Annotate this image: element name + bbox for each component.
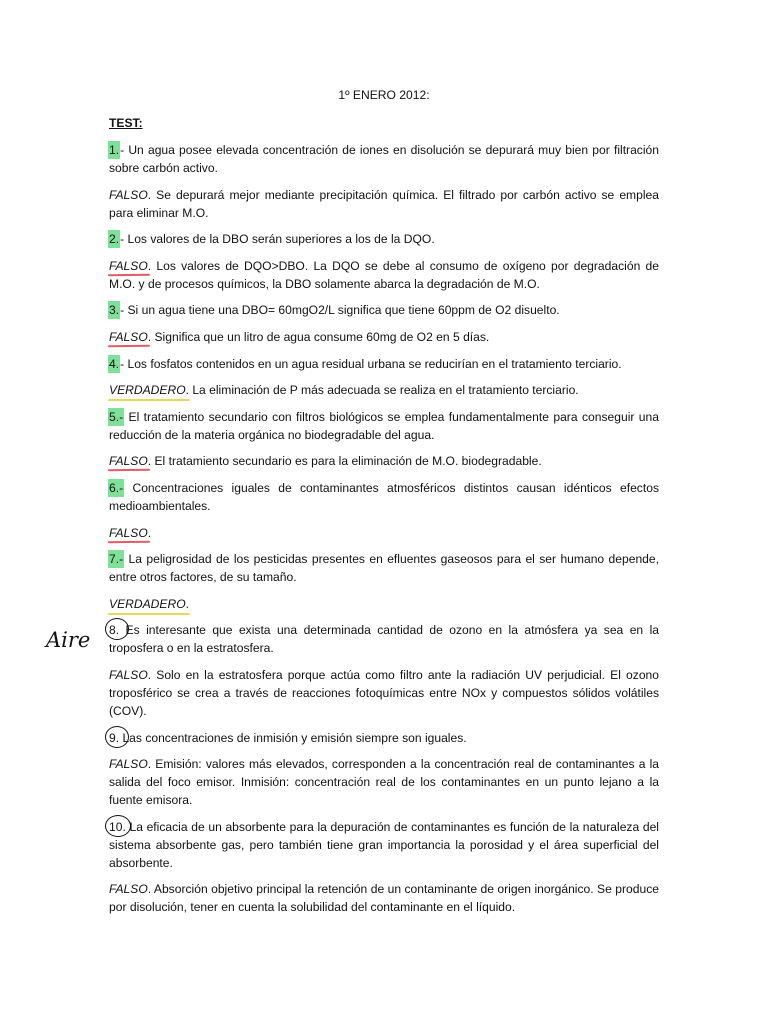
verdict-label: FALSO (109, 258, 148, 273)
handwritten-margin-note: Aire (46, 628, 91, 652)
question-number: 4. (109, 356, 120, 371)
answer-text: . Emisión: valores más elevados, corresponden a la concentración real de contaminantes a la salida del foco emisor. Inmisión: concentración real de los contaminantes en un punto lejano a la fuente emisora. (109, 757, 659, 808)
question-1 (109, 141, 659, 177)
answer-text: . El tratamiento secundario es para la eliminación de M.O. biodegradable. (147, 454, 542, 469)
question-number: 3. (109, 303, 120, 318)
question-9 (109, 729, 659, 747)
question-4 (109, 355, 659, 373)
question-number: 8. (109, 623, 120, 638)
question-7 (109, 550, 659, 586)
answer-10 (109, 880, 659, 916)
answer-text: . La eliminación de P más adecuada se realiza en el tratamiento terciario. (185, 383, 579, 398)
verdict-label: FALSO (109, 329, 148, 344)
question-text: Concentraciones iguales de contaminantes atmosféricos distintos causan idénticos efectos medioambientales. (109, 480, 659, 513)
question-number: 5.- (109, 409, 124, 424)
question-number: 1. (109, 143, 120, 157)
document-body (109, 86, 659, 925)
verdict-label: FALSO (109, 525, 148, 540)
question-6 (109, 479, 659, 515)
answer-text: . Solo en la estratosfera porque actúa como filtro ante la radiación UV perjudicial. El ozono troposférico se crea a través de reacciones fotoquímicas entre NOx y compuestos sólidos volátiles (COV). (109, 667, 659, 718)
answer-1 (109, 186, 659, 222)
question-number: 10. (109, 819, 126, 834)
answer-4 (109, 381, 659, 399)
question-number: 2. (109, 232, 120, 247)
answer-8 (109, 666, 659, 720)
answer-2 (109, 257, 659, 293)
question-text: - Los valores de la DBO serán superiores a los de la DQO. (120, 232, 435, 247)
answer-7 (109, 595, 659, 613)
question-text: La peligrosidad de los pesticidas presentes en efluentes gaseosos para el ser humano depende, entre otros factores, de su tamaño. (109, 552, 659, 585)
page-title: 1º ENERO 2012: (338, 88, 430, 102)
test-heading: TEST: (109, 116, 143, 130)
verdict-label: FALSO (109, 187, 148, 202)
question-text: - Si un agua tiene una DBO= 60mgO2/L significa que tiene 60ppm de O2 disuelto. (120, 303, 560, 318)
question-3 (109, 301, 659, 319)
verdict-label: FALSO (109, 454, 148, 469)
verdict-label: FALSO (109, 757, 148, 772)
answer-text: . Absorción objetivo principal la retención de un contaminante de origen inorgánico. Se produce por disolución, tener en cuenta la solubilidad del contaminante en el líquido. (109, 882, 659, 915)
verdict-label: FALSO (109, 667, 148, 682)
question-8 (109, 621, 659, 657)
question-5 (109, 408, 659, 444)
question-number: 7.- (109, 552, 124, 567)
question-number: 6.- (109, 480, 124, 495)
question-10 (109, 818, 659, 872)
question-text: El tratamiento secundario con filtros biológicos se emplea fundamentalmente para conseguir una reducción de la materia orgánica no biodegradable del agua. (109, 409, 659, 442)
verdict-label: VERDADERO (109, 596, 186, 611)
question-text: Es interesante que exista una determinada cantidad de ozono en la atmósfera ya sea en la troposfera o en la estratosfera. (109, 623, 659, 656)
question-text: - Los fosfatos contenidos en un agua residual urbana se reducirían en el tratamiento terciario. (120, 356, 622, 371)
answer-text: . Los valores de DQO>DBO. La DQO se debe al consumo de oxígeno por degradación de M.O. y de procesos químicos, la DBO solamente abarca la degradación de M.O. (109, 258, 659, 291)
answer-text: . Se depurará mejor mediante precipitación química. El filtrado por carbón activo se emplea para eliminar M.O. (109, 187, 659, 220)
verdict-label: VERDADERO (109, 383, 186, 398)
answer-text: . (147, 525, 152, 540)
verdict-label: FALSO (109, 882, 148, 897)
question-text: La eficacia de un absorbente para la depuración de contaminantes es función de la naturaleza del sistema absorbente gas, pero también tiene gran importancia la porosidad y el área superficial del absorbente. (109, 819, 659, 870)
answer-3 (109, 328, 659, 346)
answer-text: . Significa que un litro de agua consume 60mg de O2 en 5 días. (147, 329, 490, 344)
question-text: Las concentraciones de inmisión y emisión siempre son iguales. (119, 730, 467, 745)
answer-9 (109, 755, 659, 809)
answer-text: . (185, 596, 189, 611)
question-number: 9. (109, 730, 120, 745)
answer-5 (109, 452, 659, 470)
question-2 (109, 230, 659, 248)
answer-6 (109, 524, 659, 542)
question-text: - Un agua posee elevada concentración de iones en disolución se depurará muy bien por filtración sobre carbón activo. (109, 143, 659, 175)
